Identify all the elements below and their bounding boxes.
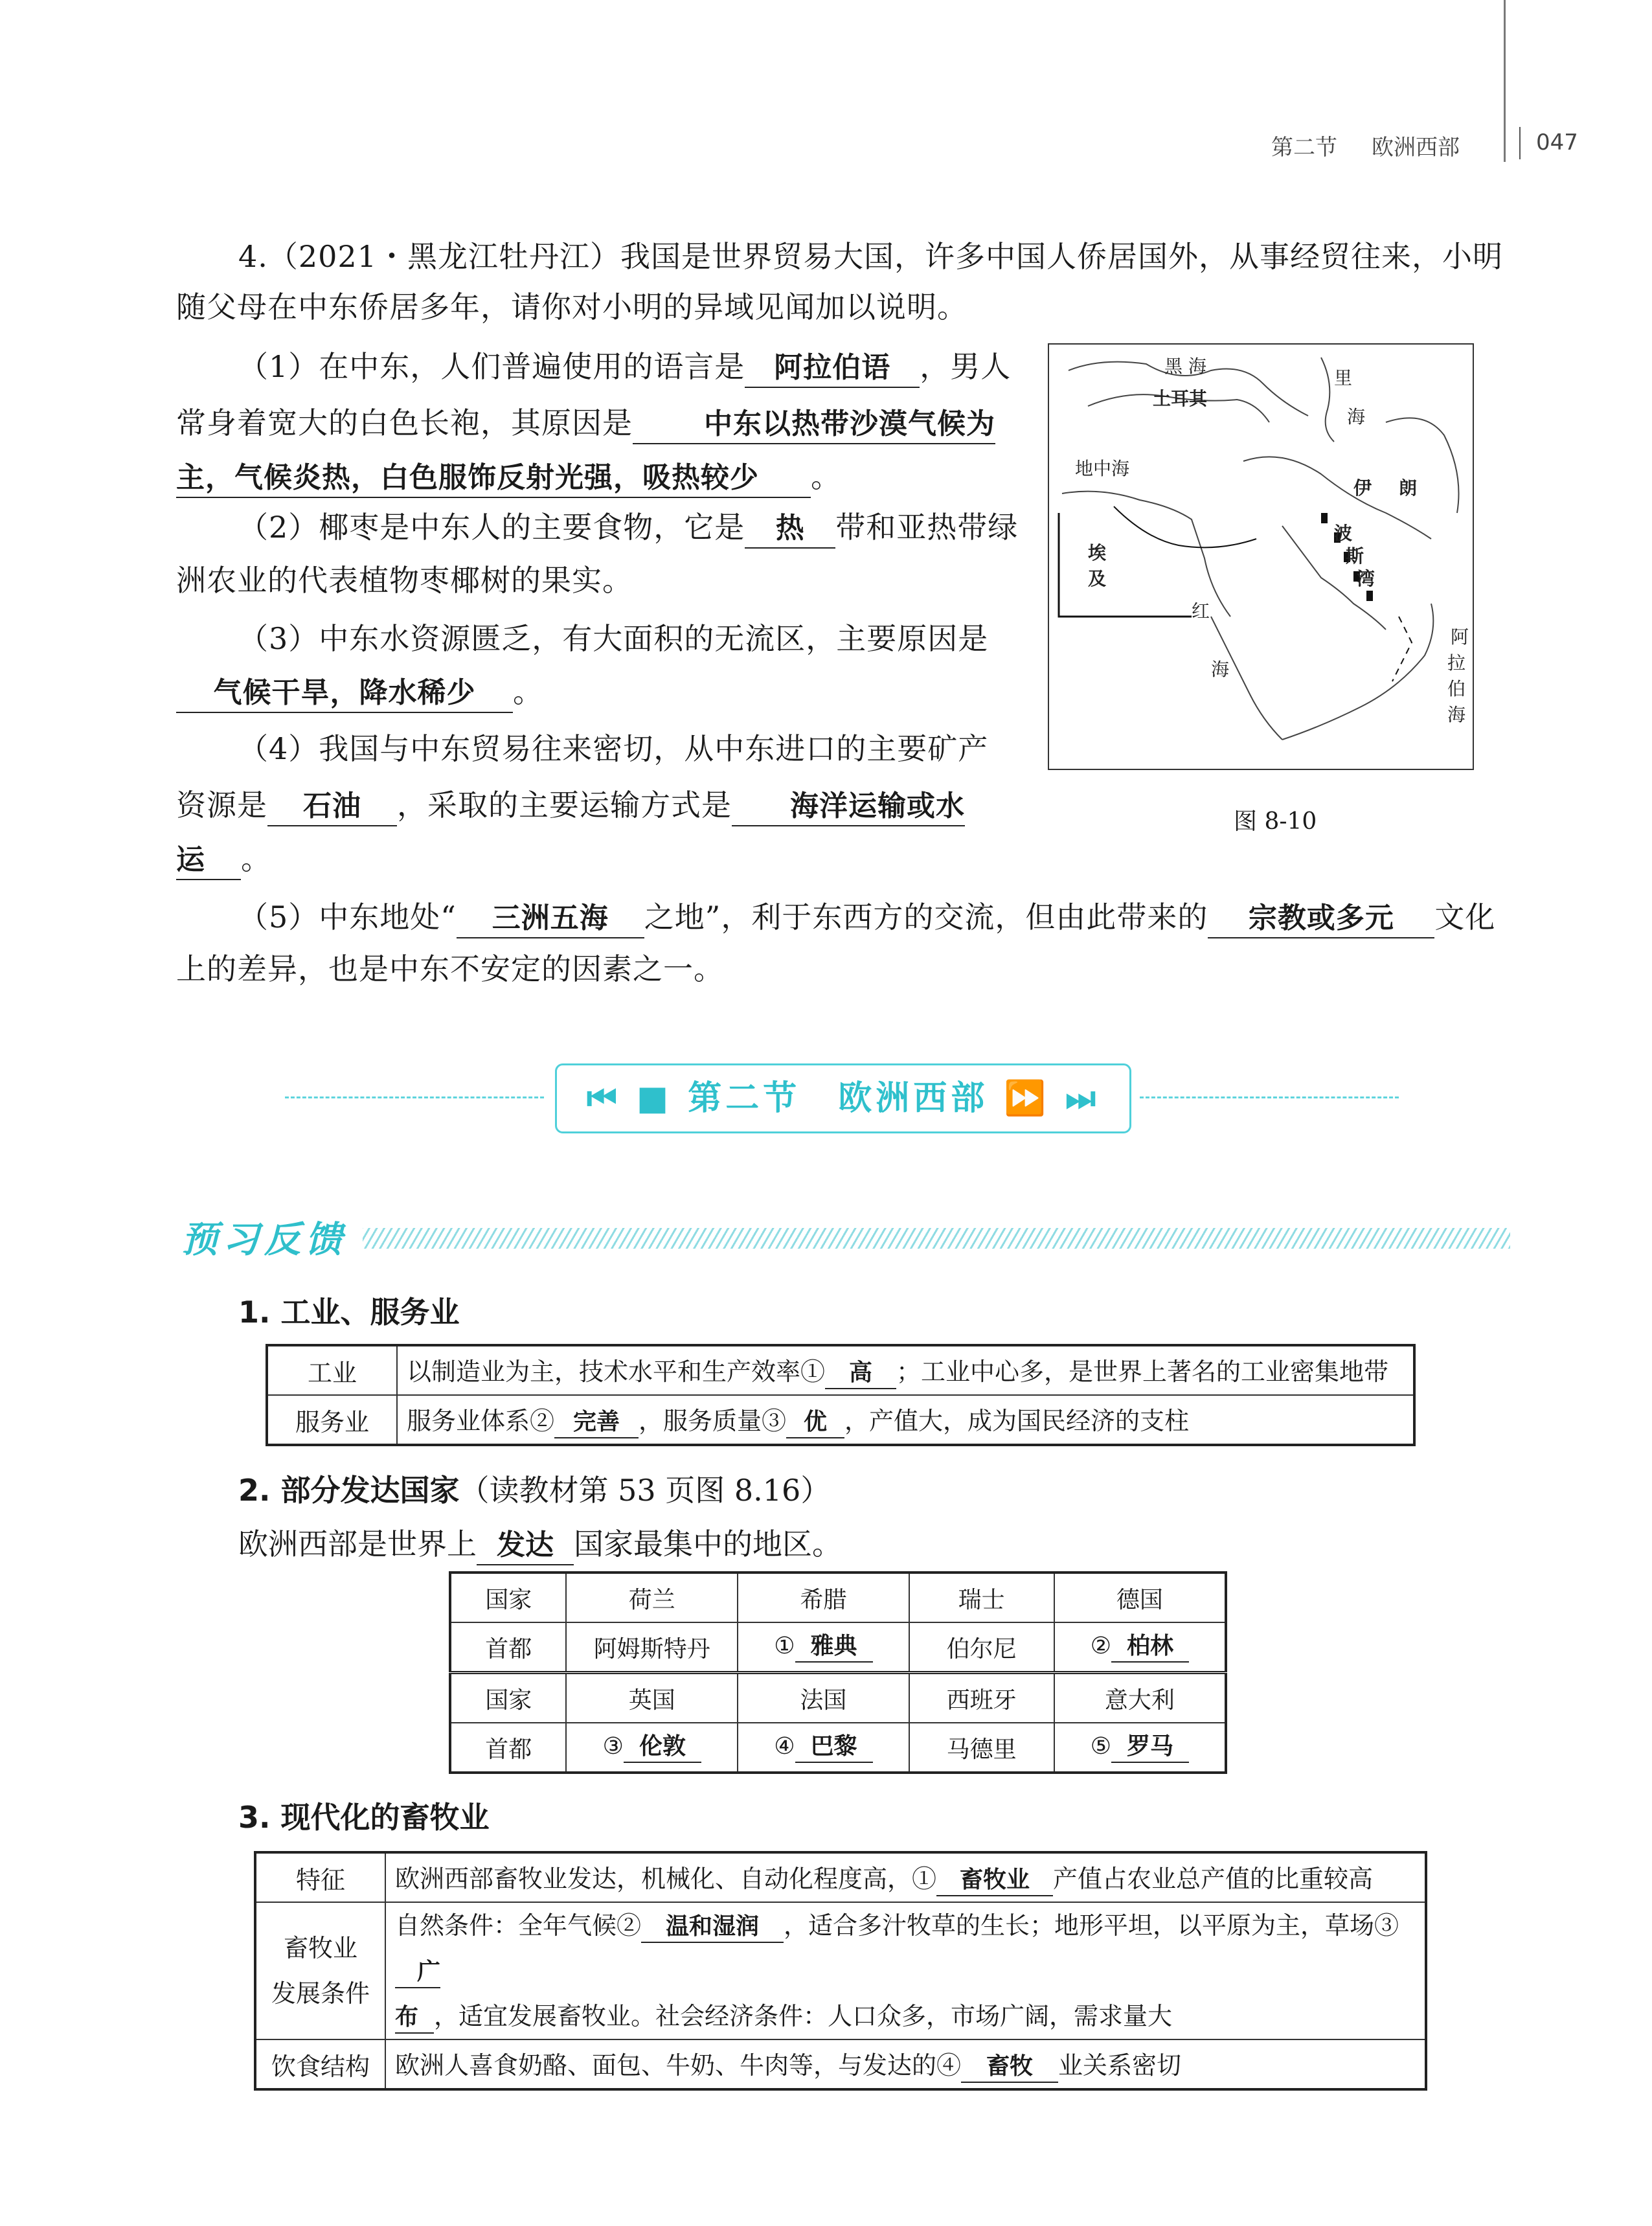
table-row [255, 1852, 1426, 1902]
item2-capital-num: ③ [602, 1733, 624, 1760]
item2-capital [1054, 1622, 1226, 1673]
item3-answer-2: 温和湿润 [641, 1912, 784, 1943]
item2-capital-num: ④ [774, 1733, 795, 1760]
map-label-caspian-hai: 海 [1347, 406, 1366, 427]
item1-industry-pre: 以制造业为主，技术水平和生产效率① [407, 1357, 826, 1386]
q4-stem-line2: 随父母在中东侨居多年，请你对小明的异域见闻加以说明。 [176, 290, 967, 324]
q4-p4-text-d: 。 [241, 841, 271, 876]
item2-capital [1054, 1723, 1226, 1773]
item3-feature-post: 产值占农业总产值的比重较高 [1053, 1865, 1374, 1893]
item1-table [266, 1344, 1416, 1446]
middle-east-map [1048, 343, 1474, 770]
item3-head-conditions-1: 畜牧业 [283, 1934, 357, 1962]
item2-capital [738, 1723, 909, 1773]
banner-left-dash [285, 1096, 544, 1098]
table-row [267, 1395, 1414, 1445]
item2-label-capital: 首都 [450, 1622, 566, 1673]
q4-p5-line2: 上的差异，也是中东不安定的因素之一。 [176, 951, 724, 986]
header-section: 第二节 [1271, 135, 1337, 161]
item3-head-conditions [255, 1902, 385, 2039]
table-row [267, 1345, 1414, 1395]
item3-cell-feature [385, 1852, 1426, 1902]
item1-cell-industry [397, 1345, 1414, 1395]
map-caption: 图 8-10 [1234, 808, 1317, 835]
header-title: 欧洲西部 [1372, 135, 1460, 161]
q4-stem-line1: 4.（2021・黑龙江牡丹江）我国是世界贸易大国，许多中国人侨居国外，从事经贸往来，小明 [238, 239, 1503, 274]
map-label-arab-a: 阿 [1451, 626, 1469, 648]
table-row [450, 1673, 1226, 1723]
q4-p5-text-c: 文化 [1434, 900, 1496, 935]
q4-p2-answer: 热 [745, 510, 835, 549]
q4-p1-answer-reason-b: 主，气候炎热，白色服饰反射光强，吸热较少 [176, 459, 811, 498]
item1-industry-post: ；工业中心多，是世界上著名的工业密集地带 [896, 1357, 1389, 1386]
item1-service-mid: ，服务质量③ [639, 1407, 787, 1435]
map-label-gulf-bo: 波 [1334, 523, 1353, 544]
map-label-mediterranean: 地中海 [1075, 458, 1130, 479]
item3-cell-conditions [385, 1902, 1426, 2039]
q4-p4-answer-resource: 石油 [267, 788, 397, 826]
item3-answer-1: 畜牧业 [936, 1865, 1053, 1896]
table-row [450, 1622, 1226, 1673]
item2-title-note: （读教材第 53 页图 8.16） [459, 1473, 831, 1508]
q4-p1-line2 [176, 400, 995, 446]
item3-cell-diet [385, 2039, 1426, 2089]
q4-p2-text-a: （2）椰枣是中东人的主要食物，它是 [238, 510, 745, 545]
item2-country: 希腊 [738, 1573, 909, 1622]
q4-p1-answer-language: 阿拉伯语 [745, 349, 920, 388]
map-label-egypt-ji: 及 [1088, 568, 1107, 589]
q4-p5-line1 [238, 894, 1495, 940]
map-label-iran-lang: 朗 [1399, 477, 1418, 499]
item2-capital-num: ② [1090, 1633, 1111, 1659]
item2-sentence-pre: 欧洲西部是世界上 [238, 1527, 477, 1562]
item2-capital-text: 阿姆斯特丹 [593, 1635, 710, 1663]
banner-left-icons: ⏮ ■ [587, 1079, 673, 1118]
q4-p1-line3 [176, 453, 841, 500]
map-label-caspian-li: 里 [1334, 367, 1353, 389]
item2-capital-answer: 伦敦 [624, 1732, 701, 1763]
q4-p1-text-a: （1）在中东，人们普遍使用的语言是 [238, 349, 745, 384]
q4-p4-text-c: ，采取的主要运输方式是 [397, 788, 732, 823]
header-vertical-rule [1504, 0, 1506, 162]
item3-title: 3. 现代化的畜牧业 [238, 1800, 490, 1835]
item2-capital [566, 1622, 738, 1673]
item2-label-country: 国家 [450, 1573, 566, 1622]
preview-title-hatch [363, 1228, 1510, 1249]
map-label-arab-hai: 海 [1447, 704, 1466, 725]
q4-p3-answer: 气候干旱，降水稀少 [176, 674, 513, 713]
banner-title: 第二节 欧洲西部 [688, 1079, 989, 1118]
q4-p5-answer-location: 三洲五海 [457, 900, 644, 938]
item2-capital [738, 1622, 909, 1673]
item3-head-feature: 特征 [255, 1852, 385, 1902]
item2-country: 瑞士 [909, 1573, 1054, 1622]
preview-title: 预习反馈 [181, 1219, 347, 1261]
map-label-black-sea: 黑 海 [1164, 356, 1206, 377]
item2-capital-answer: 雅典 [795, 1631, 873, 1663]
map-label-arab-la: 拉 [1447, 652, 1466, 674]
item2-capital-answer: 柏林 [1111, 1631, 1189, 1663]
item2-capital-answer: 巴黎 [795, 1732, 873, 1763]
table-row [450, 1723, 1226, 1773]
item1-answer-3: 优 [786, 1407, 844, 1438]
q4-p1-answer-reason-a: 中东以热带沙漠气候为 [633, 405, 995, 444]
q4-p2-line2: 洲农业的代表植物枣椰树的果实。 [176, 563, 633, 598]
q4-p4-text-b: 资源是 [176, 788, 267, 823]
q4-p1-line1 [238, 343, 1011, 390]
item2-capital-num: ① [774, 1633, 795, 1659]
q4-p3-line2 [176, 668, 543, 715]
q4-p4-line2 [176, 782, 965, 828]
map-label-gulf-wan: 湾 [1357, 568, 1375, 589]
map-outline-drawing [1049, 345, 1473, 769]
item2-country: 英国 [566, 1673, 738, 1723]
item2-capital [566, 1723, 738, 1773]
banner-right-icons: ⏩ ⏭ [1004, 1079, 1100, 1118]
item2-country: 荷兰 [566, 1573, 738, 1622]
item3-cond-post: ，适宜发展畜牧业。社会经济条件：人口众多，市场广阔，需求量大 [434, 2002, 1173, 2030]
q4-p1-text-d: 。 [811, 459, 841, 494]
q4-p4-answer-transport-a: 海洋运输或水 [732, 788, 965, 826]
item3-answer-3b: 布 [395, 2003, 434, 2034]
q4-p3-line1: （3）中东水资源匮乏，有大面积的无流区，主要原因是 [238, 621, 989, 656]
item1-title: 1. 工业、服务业 [238, 1295, 460, 1330]
q4-p4-answer-transport-b: 运 [176, 841, 241, 880]
item1-service-post: ，产值大，成为国民经济的支柱 [844, 1407, 1190, 1435]
q4-p3-text-b: 。 [513, 674, 543, 709]
item3-answer-3a: 广 [395, 1957, 440, 1988]
q4-p1-text-c: 常身着宽大的白色长袍，其原因是 [176, 405, 633, 440]
q4-p5-text-a: （5）中东地处“ [238, 900, 457, 935]
item2-capital [909, 1723, 1054, 1773]
item3-head-diet: 饮食结构 [255, 2039, 385, 2089]
q4-p4-line3 [176, 835, 271, 882]
map-label-turkey: 土耳其 [1153, 388, 1208, 409]
item3-cond-mid: ，适合多汁牧草的生长；地形平坦，以平原为主，草场③ [784, 1911, 1399, 1940]
item2-title: 2. 部分发达国家 [238, 1473, 460, 1508]
item2-country: 法国 [738, 1673, 909, 1723]
section-banner [555, 1063, 1131, 1133]
item3-table [254, 1851, 1427, 2091]
map-label-iran-yi: 伊 [1353, 477, 1372, 499]
item3-diet-post: 业关系密切 [1058, 2051, 1182, 2080]
item3-head-conditions-2: 发展条件 [271, 1979, 370, 2008]
page-number: 047 [1536, 130, 1578, 155]
item2-capital-text: 马德里 [946, 1736, 1017, 1763]
item3-answer-4: 畜牧 [961, 2052, 1058, 2083]
item2-answer-developed: 发达 [477, 1527, 574, 1565]
item2-capitals-table [449, 1571, 1227, 1774]
item2-capital-answer: 罗马 [1111, 1732, 1189, 1763]
banner-right-dash [1140, 1096, 1399, 1098]
item2-country: 西班牙 [909, 1673, 1054, 1723]
item2-capital [909, 1622, 1054, 1673]
q4-p4-line1: （4）我国与中东贸易往来密切，从中东进口的主要矿产 [238, 731, 989, 766]
item2-title-line [238, 1467, 830, 1510]
q4-p2-text-b: 带和亚热带绿 [835, 510, 1019, 545]
item2-sentence [238, 1521, 842, 1565]
q4-p2-line1 [238, 504, 1018, 551]
item3-diet-pre: 欧洲人喜食奶酪、面包、牛奶、牛肉等，与发达的④ [395, 2051, 962, 2080]
item2-capital-num: ⑤ [1090, 1733, 1111, 1760]
item1-head-industry: 工业 [267, 1345, 397, 1395]
item3-cond-pre: 自然条件：全年气候② [395, 1911, 642, 1940]
table-row [450, 1573, 1226, 1622]
item1-head-service: 服务业 [267, 1395, 397, 1445]
q4-p5-answer-culture: 宗教或多元 [1208, 900, 1434, 938]
q4-p1-text-b: ，男人 [920, 349, 1012, 384]
item1-service-pre: 服务业体系② [407, 1407, 555, 1435]
item2-sentence-post: 国家最集中的地区。 [574, 1527, 842, 1562]
item2-label-country: 国家 [450, 1673, 566, 1723]
map-label-red-hong: 红 [1192, 600, 1210, 622]
map-label-gulf-si: 斯 [1346, 545, 1364, 567]
table-row [255, 1902, 1426, 2039]
item2-capital-text: 伯尔尼 [946, 1635, 1017, 1663]
item3-feature-pre: 欧洲西部畜牧业发达，机械化、自动化程度高，① [395, 1865, 937, 1893]
section-banner-text [557, 1065, 1129, 1131]
map-label-red-hai: 海 [1211, 659, 1230, 680]
map-label-arab-bo: 伯 [1447, 678, 1466, 699]
q4-p5-text-b: 之地”，利于东西方的交流，但由此带来的 [644, 900, 1208, 935]
map-label-egypt-ai: 埃 [1088, 542, 1107, 563]
item1-answer-1: 高 [825, 1358, 896, 1389]
item1-answer-2: 完善 [554, 1407, 639, 1438]
table-row [255, 2039, 1426, 2089]
item1-cell-service [397, 1395, 1414, 1445]
header-separator [1519, 127, 1521, 159]
item2-label-capital: 首都 [450, 1723, 566, 1773]
item2-country: 德国 [1054, 1573, 1226, 1622]
item2-country: 意大利 [1054, 1673, 1226, 1723]
